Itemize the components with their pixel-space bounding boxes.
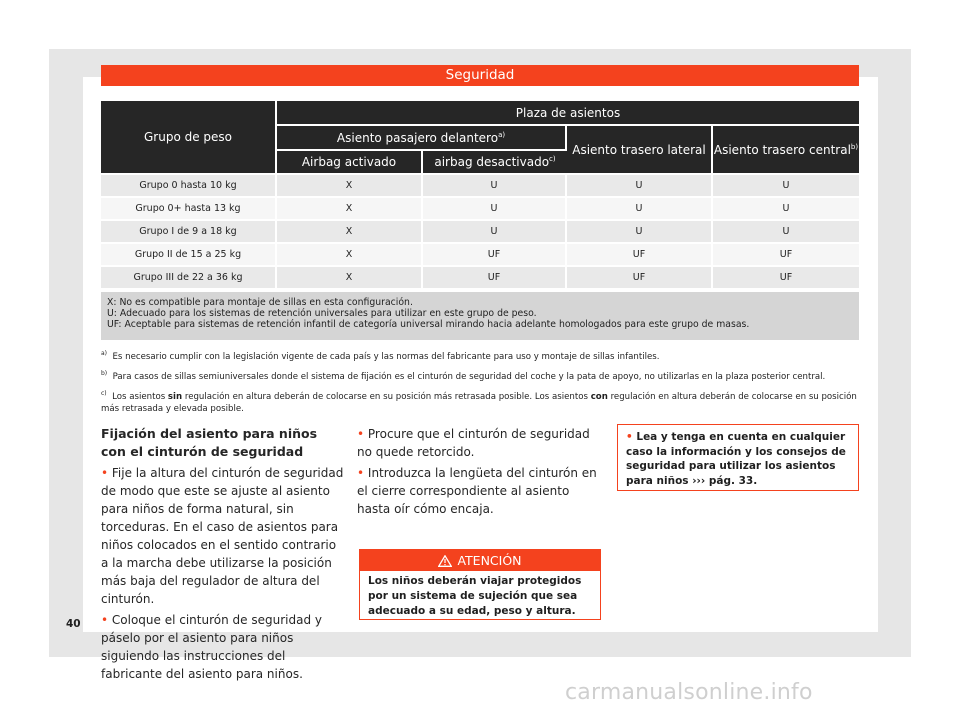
- section-title: Fijación del asiento para niños con el cinturón de seguridad: [101, 426, 318, 459]
- table-cell: U: [423, 221, 567, 244]
- legend-line: X: No es compatible para montaje de sillas en esta configuración.: [107, 297, 413, 308]
- front-passenger-header: Asiento pasajero delantero$^{a)}$: [277, 126, 567, 151]
- rear-central-header: Asiento trasero central$^{b)}$: [713, 126, 859, 175]
- instruction-item: • Procure que el cinturón de seguridad no quede retorcido.: [357, 427, 590, 459]
- table-cell: U: [423, 175, 567, 198]
- instructions-column-left: [101, 425, 344, 686]
- instructions-column-right: [357, 425, 602, 521]
- warning-header: ATENCIÓN: [360, 550, 600, 571]
- table-cell: U: [423, 198, 567, 221]
- warning-box: [359, 549, 601, 620]
- table-cell: U: [713, 221, 859, 244]
- warning-text: Los niños deberán viajar protegidos por un sistema de sujeción que sea adecuado a su edad, peso y altura.: [368, 575, 582, 617]
- footnote-a: $^{a)}$ Es necesario cumplir con la legislación vigente de cada país y las normas del fabricante para uso y montaje de sillas infantiles.: [101, 350, 660, 362]
- table-cell: Grupo 0+ hasta 13 kg: [101, 198, 277, 221]
- airbag-on-header: Airbag activado: [277, 151, 423, 175]
- table-cell: Grupo 0 hasta 10 kg: [101, 175, 277, 198]
- footnotes: [101, 348, 859, 420]
- table-cell: X: [277, 175, 423, 198]
- page-number: 40: [66, 618, 81, 630]
- table-cell: UF: [567, 244, 713, 267]
- table-cell: UF: [423, 244, 567, 267]
- table-cell: Grupo II de 15 a 25 kg: [101, 244, 277, 267]
- table-cell: UF: [713, 267, 859, 290]
- instruction-item: • Introduzca la lengüeta del cinturón en el cierre correspondiente al asiento hasta oír cómo encaja.: [357, 466, 597, 516]
- table-cell: UF: [423, 267, 567, 290]
- table-row: [101, 198, 859, 221]
- weight-group-header: Grupo de peso: [101, 101, 277, 175]
- legend-line: UF: Aceptable para sistemas de retención infantil de categoría universal mirando hacia adelante homologados para este grupo de masas.: [107, 319, 750, 330]
- footnote-b: $^{b)}$ Para casos de sillas semiuniversales donde el sistema de fijación es el cinturón de seguridad del coche y la pata de apoyo, no utilizarlas en la plaza posterior central.: [101, 370, 826, 382]
- note-box: • Lea y tenga en cuenta en cualquier caso la información y los consejos de seguridad para utilizar los asientos para niños ››› pág. 33.: [617, 424, 859, 491]
- legend-line: U: Adecuado para los sistemas de retención universales para utilizar en este grupo de peso.: [107, 308, 537, 319]
- seat-position-header: Plaza de asientos: [277, 101, 859, 126]
- table-cell: U: [567, 175, 713, 198]
- child-seat-table: [101, 101, 859, 290]
- watermark: carmanualsonline.info: [565, 680, 813, 705]
- table-cell: U: [567, 221, 713, 244]
- table-cell: Grupo III de 22 a 36 kg: [101, 267, 277, 290]
- footnote-c: $^{c)}$ Los asientos sin regulación en altura deberán de colocarse en su posición más retrasada posible. Los asientos con regulación en altura deberán de colocarse en su posición más retrasada y elevada posible.: [101, 390, 857, 414]
- rear-lateral-header: Asiento trasero lateral: [567, 126, 713, 175]
- table-cell: X: [277, 244, 423, 267]
- table-cell: U: [567, 198, 713, 221]
- table-legend: [101, 292, 859, 340]
- table-row: [101, 267, 859, 290]
- table-cell: Grupo I de 9 a 18 kg: [101, 221, 277, 244]
- table-row: [101, 221, 859, 244]
- instruction-item: • Fije la altura del cinturón de seguridad de modo que este se ajuste al asiento para niños de forma natural, sin torceduras. En el caso de asientos para niños colocados en el sentido contrario a la marcha debe utilizarse la posición más baja del regulador de altura del cinturón.: [101, 466, 344, 606]
- table-cell: X: [277, 198, 423, 221]
- table-cell: UF: [567, 267, 713, 290]
- table-cell: X: [277, 221, 423, 244]
- table-row: [101, 244, 859, 267]
- airbag-off-header: airbag desactivado$^{c)}$: [423, 151, 567, 175]
- instruction-item: • Coloque el cinturón de seguridad y páselo por el asiento para niños siguiendo las instrucciones del fabricante del asiento para niños.: [101, 613, 322, 681]
- table-cell: U: [713, 175, 859, 198]
- page-reference-link[interactable]: ››› pág. 33.: [692, 474, 758, 487]
- table-cell: U: [713, 198, 859, 221]
- warning-triangle-icon: [438, 555, 452, 567]
- table-cell: X: [277, 267, 423, 290]
- table-row: [101, 175, 859, 198]
- note-text: Lea y tenga en cuenta en cualquier caso la información y los consejos de seguridad para utilizar los asientos para niños: [626, 431, 846, 487]
- table-cell: UF: [713, 244, 859, 267]
- section-header: Seguridad: [101, 65, 859, 86]
